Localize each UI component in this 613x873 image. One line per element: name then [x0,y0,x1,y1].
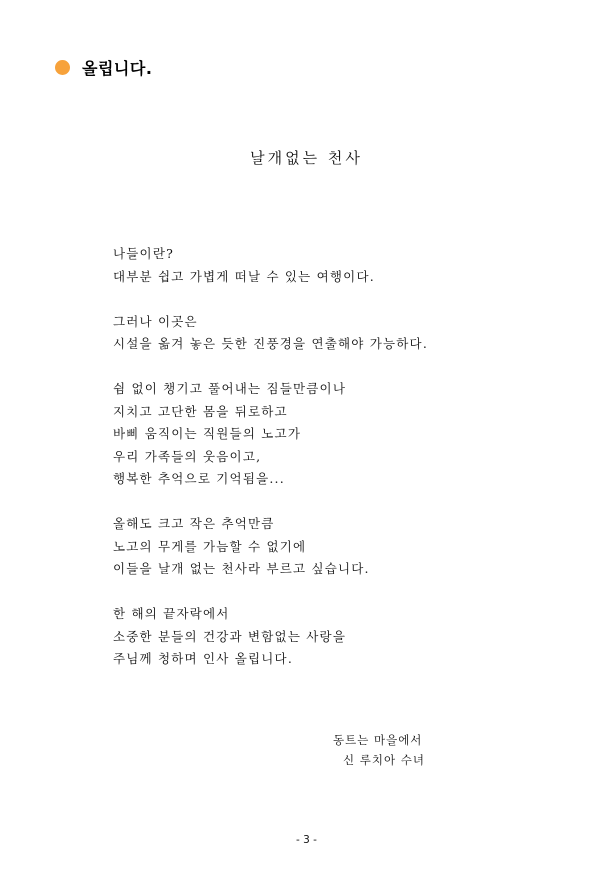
poem-line: 우리 가족들의 웃음이고, [113,448,262,464]
poem-line: 올해도 크고 작은 추억만큼 [113,516,275,531]
stanza-1 [113,243,553,288]
poem-line: 나들이란? [113,246,175,261]
poem-line: 대부분 쉽고 가볍게 떠날 수 있는 여행이다. [113,268,375,284]
poem-line: 그러나 이곳은 [113,313,198,329]
section-title: 올립니다. [82,59,153,78]
signature-place: 동트는 마을에서 [333,733,423,747]
signature [333,730,425,770]
poem-line: 이들을 날개 없는 천사라 부르고 싶습니다. [113,561,370,576]
poem-line: 지치고 고단한 몸을 뒤로하고 [113,403,288,419]
section-header [55,56,152,79]
stanza-2 [113,311,553,356]
orange-bullet-icon [55,60,70,75]
poem-line: 소중한 분들의 건강과 변함없는 사랑을 [113,628,347,644]
stanza-3 [113,378,553,491]
poem-line: 바삐 움직이는 직원들의 노고가 [113,426,302,441]
page-number: - 3 - [296,834,317,846]
poem-line: 노고의 무게를 가늠할 수 없기에 [113,538,307,554]
poem-line: 시설을 옮겨 놓은 듯한 진풍경을 연출해야 가능하다. [113,336,428,351]
poem-body [113,243,553,693]
stanza-5 [113,603,553,671]
poem-line: 한 해의 끝자락에서 [113,606,230,621]
signature-name: 신 루치아 수녀 [343,753,425,767]
poem-line: 행복한 추억으로 기억됨을... [113,471,285,486]
poem-title: 날개없는 천사 [250,149,363,167]
poem-line: 주님께 청하며 인사 올립니다. [113,651,293,666]
poem-line: 쉼 없이 챙기고 풀어내는 짐들만큼이나 [113,381,347,396]
stanza-4 [113,513,553,581]
